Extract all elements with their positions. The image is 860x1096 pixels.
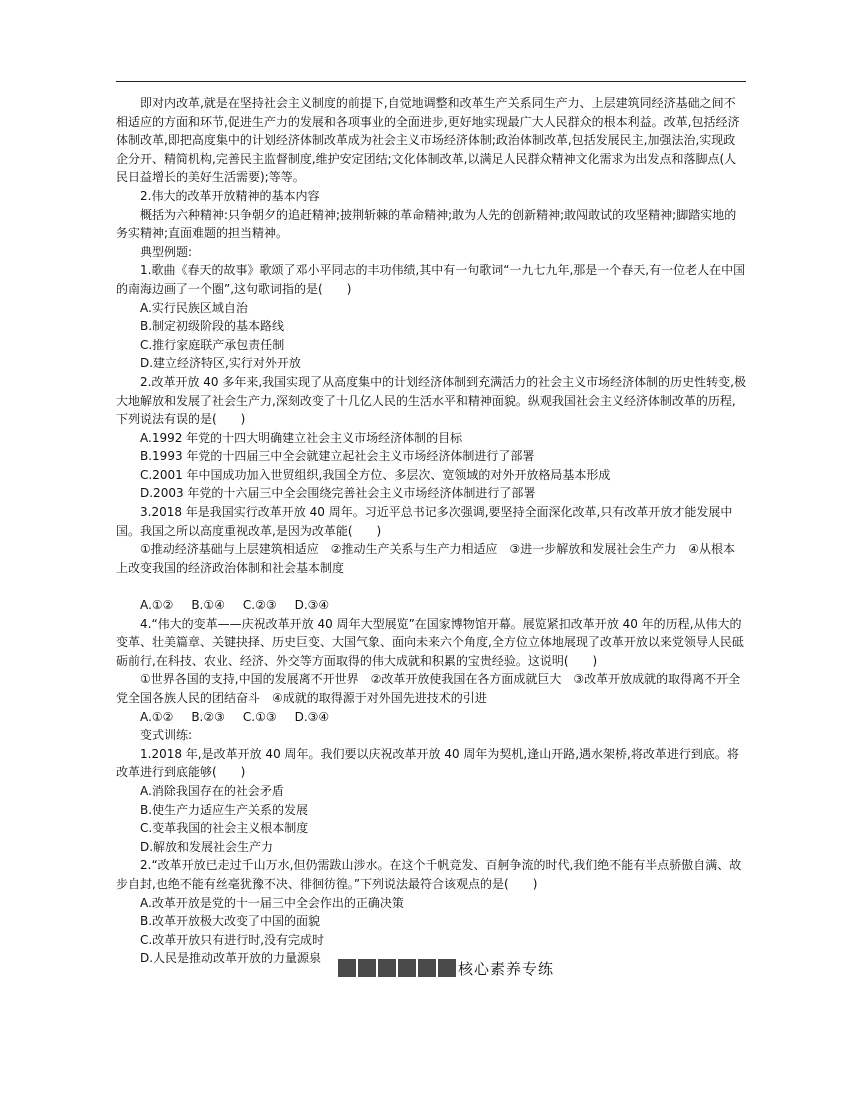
option: B.改革开放极大改变了中国的面貌: [140, 914, 321, 929]
option: D.2003 年党的十六届三中全会围绕完善社会主义市场经济体制进行了部署: [140, 486, 536, 501]
footer-block: [438, 959, 456, 977]
option: A.实行民族区域自治: [140, 300, 248, 315]
option: C.改革开放只有进行时,没有完成时: [140, 932, 325, 947]
option: A.改革开放是党的十一届三中全会作出的正确决策: [140, 895, 404, 910]
choice: B.②③: [191, 709, 225, 724]
footer-title: 核心素养专练: [458, 959, 555, 978]
document-body: [116, 94, 746, 968]
option: A.1992 年党的十四大明确建立社会主义市场经济体制的目标: [140, 430, 463, 445]
question-stem: 1.歌曲《春天的故事》歌颂了邓小平同志的丰功伟绩,其中有一句歌词“一九七九年,那是一个春天,有一位老人在中国的南海边画了一个圈”,这句歌词指的是( ): [116, 263, 746, 296]
option: D.人民是推动改革开放的力量源泉: [140, 951, 322, 966]
option: A.消除我国存在的社会矛盾: [140, 783, 284, 798]
question-stem: 2.“改革开放已走过千山万水,但仍需跋山涉水。在这个千帆竞发、百舸争流的时代,我们绝不能有半点骄傲自满、故步自封,也绝不能有丝毫犹豫不决、徘徊彷徨。”下列说法最符合该观点的是( ): [116, 858, 742, 891]
paragraph-six-spirits: 概括为六种精神:只争朝夕的追赶精神;披荆斩棘的革命精神;敢为人先的创新精神;敢闯敢试的攻坚精神;脚踏实地的务实精神;直面难题的担当精神。: [116, 207, 737, 241]
option: B.制定初级阶段的基本路线: [140, 319, 285, 334]
choice: A.①②: [140, 709, 174, 724]
option: D.建立经济特区,实行对外开放: [140, 356, 301, 371]
choice: B.①④: [191, 598, 225, 613]
choice: A.①②: [140, 598, 174, 613]
option: B.使生产力适应生产关系的发展: [140, 802, 309, 817]
question-statements: ①推动经济基础与上层建筑相适应 ②推动生产关系与生产力相适应 ③进一步解放和发展社会生产力 ④从根本上改变我国的经济政治体制和社会基本制度: [116, 542, 736, 575]
footer-block: [378, 959, 396, 977]
footer-block: [338, 959, 356, 977]
section-heading: 2.伟大的改革开放精神的基本内容: [140, 188, 320, 203]
choice: C.②③: [242, 598, 277, 613]
choice: D.③④: [294, 709, 330, 724]
footer-banner: [338, 959, 554, 977]
option: C.变革我国的社会主义根本制度: [140, 821, 309, 836]
option: D.解放和发展社会生产力: [140, 839, 274, 854]
answer-choices: [116, 596, 746, 615]
question-stem: 2.改革开放 40 多年来,我国实现了从高度集中的计划经济体制到充满活力的社会主义市场经济体制的历史性转变,极大地解放和发展了社会生产力,深刻改变了十几亿人民的生活水平和精神面貌。纵观我国社会主义经济体制改革的历程,下列说法有误的是( ): [116, 374, 746, 427]
option: C.推行家庭联产承包责任制: [140, 337, 285, 352]
header-rule: [116, 81, 746, 82]
option: C.2001 年中国成功加入世贸组织,我国全方位、多层次、宽领域的对外开放格局基本形成: [140, 467, 611, 482]
question-stem: 3.2018 年是我国实行改革开放 40 周年。习近平总书记多次强调,要坚持全面深化改革,只有改革开放才能发展中国。我国之所以高度重视改革,是因为改革能( ): [116, 505, 733, 538]
paragraph-reform-definition: 即对内改革,就是在坚持社会主义制度的前提下,自觉地调整和改革生产关系同生产力、上层建筑同经济基础之间不相适应的方面和环节,促进生产力的发展和各项事业的全面进步,更好地实现最广大人民群众的根本利益。改革,包括经济体制改革,即把高度集中的计划经济体制改革成为社会主义市场经济体制;政治体制改革,包括发展民主,加强法治,实现政企分开、精简机构,完善民主监督制度,维护安定团结;文化体制改革,以满足人民群众精神文化需求为出发点和落脚点(人民日益增长的美好生活需要);等等。: [116, 96, 740, 185]
answer-choices: [116, 708, 746, 727]
option: B.1993 年党的十四届三中全会就建立起社会主义市场经济体制进行了部署: [140, 449, 535, 464]
footer-block: [358, 959, 376, 977]
practice-heading: 变式训练:: [140, 728, 193, 743]
question-stem: 4.“伟大的变革——庆祝改革开放 40 周年大型展览”在国家博物馆开幕。展览紧扣改革开放 40 年的历程,从伟大的变革、壮美篇章、关键抉择、历史巨变、大国气象、面向未来六个角度,全方位立体地展现了改革开放以来党领导人民砥砺前行,在科技、农业、经济、外交等方面取得的伟大成就和积累的宝贵经验。这说明( ): [116, 616, 744, 668]
choice: C.①③: [242, 709, 277, 724]
question-statements: ①世界各国的支持,中国的发展离不开世界 ②改革开放使我国在各方面成就巨大 ③改革开放成就的取得离不开全党全国各族人民的团结奋斗 ④成就的取得源于对外国先进技术的引进: [116, 672, 741, 705]
footer-block: [398, 959, 416, 977]
footer-blocks: [338, 959, 456, 977]
question-stem: 1.2018 年,是改革开放 40 周年。我们要以庆祝改革开放 40 周年为契机,逢山开路,遇水架桥,将改革进行到底。将改革进行到底能够( ): [116, 746, 739, 780]
footer-block: [418, 959, 436, 977]
choice: D.③④: [294, 598, 330, 613]
examples-heading: 典型例题:: [140, 244, 193, 259]
